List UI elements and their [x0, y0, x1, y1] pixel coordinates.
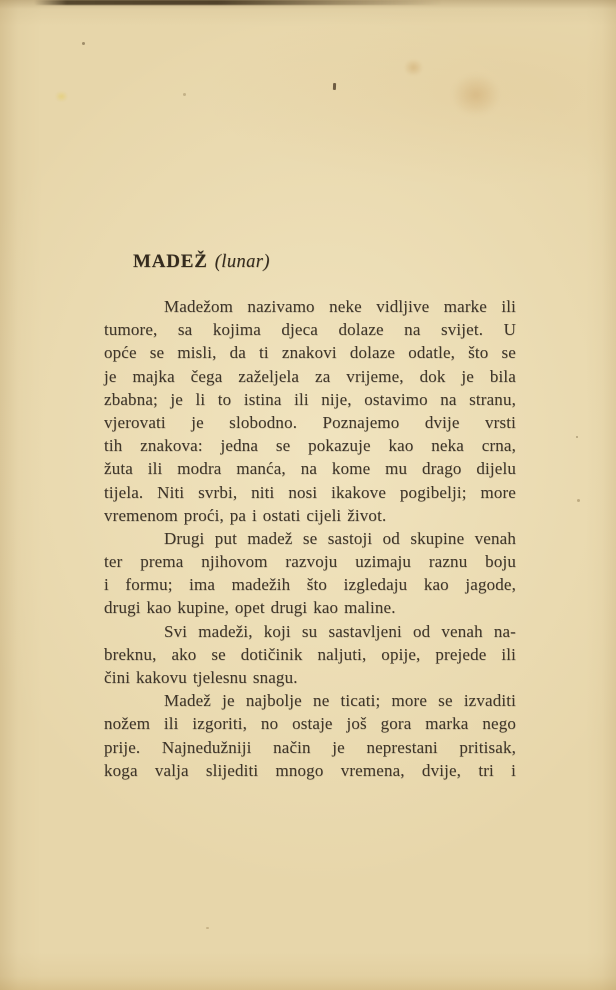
text-line: ter prema njihovom razvoju uzimaju raznu boju	[104, 552, 516, 572]
paper-speck	[577, 499, 580, 502]
text-line: vremenom proći, pa i ostati cijeli život.	[104, 505, 387, 525]
text-line: Drugi put madež se sastoji od skupine venah	[164, 528, 516, 548]
ink-mark	[333, 83, 336, 90]
text-line: čini kakovu tjelesnu snagu.	[104, 668, 298, 687]
page-scan-edge-shadow	[34, 0, 442, 5]
text-line: žuta ili modra manća, na kome mu drago dijelu	[104, 459, 516, 479]
paper-stain	[55, 91, 68, 102]
text-line: breknu, ako se dotičinik naljuti, opije, prejede ili	[104, 644, 516, 664]
text-line: prije. Najnedužniji način je neprestani pritisak,	[104, 737, 516, 757]
text-line: drugi kao kupine, opet drugi kao maline.	[104, 598, 396, 618]
paper-speck	[206, 927, 209, 929]
text-line: nožem ili izgoriti, no ostaje još gora marka nego	[104, 714, 516, 734]
chapter-title	[133, 250, 270, 274]
text-line: je majka čega zaželjela za vrijeme, dok je bila	[104, 366, 516, 386]
text-line: i formu; ima madežih što izgledaju kao jagode,	[104, 575, 516, 595]
paper-stain	[404, 59, 423, 76]
paper-speck	[183, 93, 186, 96]
page-body-text	[104, 295, 516, 782]
text-line: zbabna; je li to istina ili nije, ostavimo na stranu,	[104, 389, 516, 409]
text-line: tih znakova: jedna se pokazuje kao neka crna,	[104, 436, 516, 456]
chapter-title-word: MADEŽ	[133, 251, 208, 272]
text-line: tijela. Niti svrbi, niti nosi ikakove pogibelji; more	[104, 482, 516, 502]
text-line: vjerovati je slobodno. Poznajemo dvije vrsti	[104, 412, 516, 432]
text-line: Madežom nazivamo neke vidljive marke ili	[164, 297, 516, 316]
text-line: tumore, sa kojima djeca dolaze na svijet. U	[104, 320, 516, 340]
chapter-title-qualifier: (lunar)	[214, 252, 270, 272]
paper-stain	[452, 74, 500, 116]
text-line: Madež je najbolje ne ticati; more se izvaditi	[164, 691, 516, 711]
paper-speck	[576, 436, 578, 438]
paper-speck	[82, 42, 85, 45]
text-line: opće se misli, da ti znakovi dolaze odatle, što se	[104, 343, 516, 363]
text-line: koga valja slijediti mnogo vremena, dvije, tri i	[104, 760, 516, 780]
text-line: Svi madeži, koji su sastavljeni od venah na-	[164, 621, 516, 641]
